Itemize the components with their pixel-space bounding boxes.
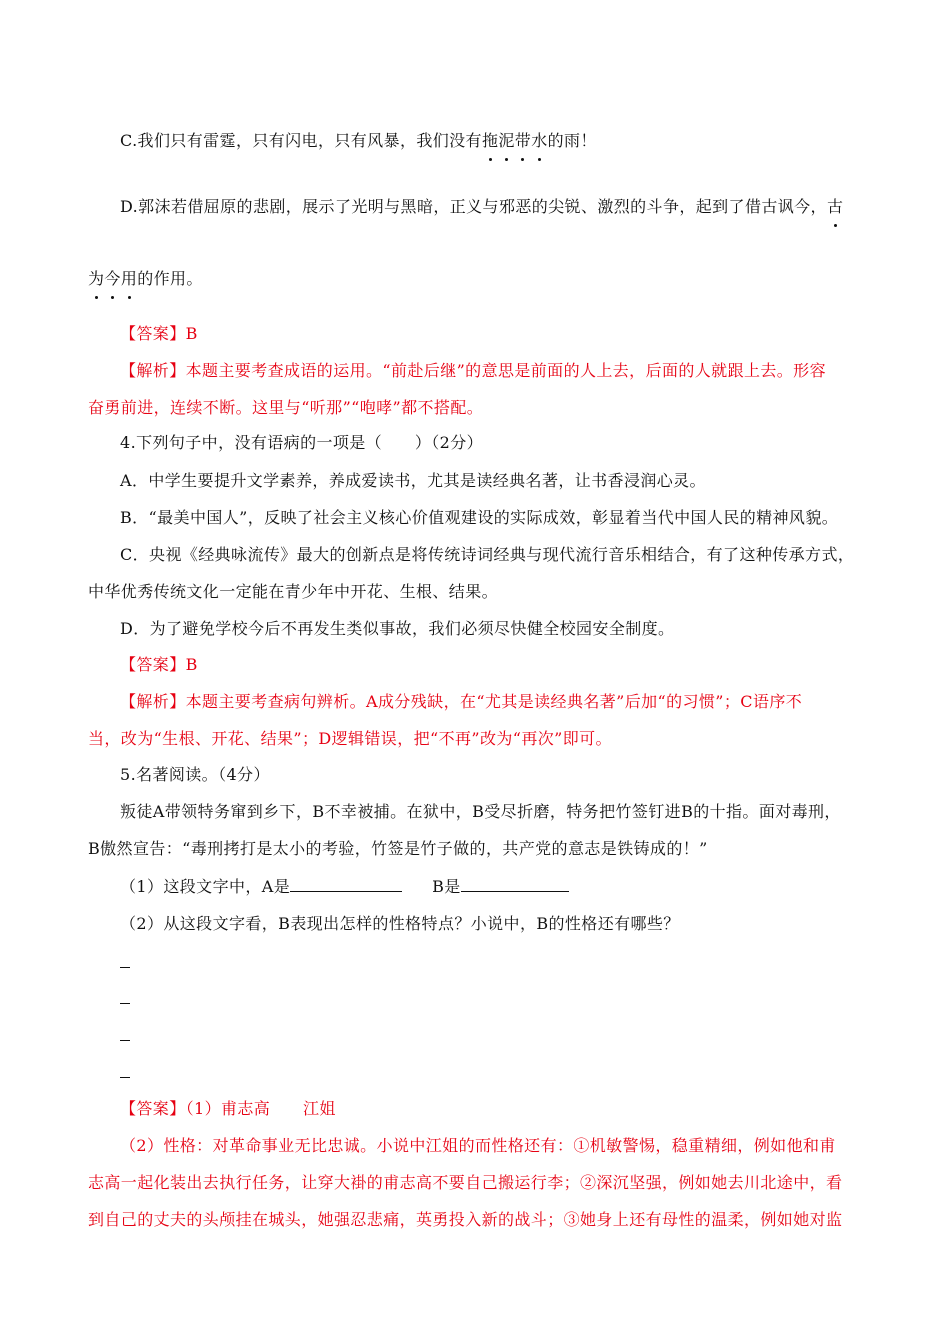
q5-answer-line3: 志高一起化装出去执行任务，让穿大褂的甫志高不要自己搬运行李；②深沉坚强，例如她去川北途中，看	[88, 1173, 843, 1192]
q3-option-c-text: C.我们只有雷霆，只有闪电，只有风暴，我们没有	[120, 131, 482, 150]
q5-answer-line2: （2）性格：对革命事业无比忠诚。小说中江姐的而性格还有：①机敏警惕，稳重精细，例如他和甫	[120, 1136, 836, 1155]
q4-option-d: D．为了避免学校今后不再发生类似事故，我们必须尽快健全校园安全制度。	[120, 619, 675, 638]
answer-line[interactable]	[120, 1003, 130, 1004]
q5-sub1	[120, 875, 569, 898]
analysis-text: 本题主要考查病句辨析。A成分残缺，在“尤其是读经典名著”后加“的习惯”；C语序不	[185, 692, 803, 711]
q3-option-c	[120, 130, 597, 152]
answer-value: B	[185, 655, 198, 674]
emphasis-char: 古	[826, 197, 844, 216]
q4-option-b: B．“最美中国人”，反映了社会主义核心价值观建设的实际成效，彰显着当代中国人民的精神风貌。	[120, 508, 839, 527]
q4-option-a: A．中学生要提升文学素养，养成爱读书，尤其是读经典名著，让书香浸润心灵。	[120, 471, 706, 490]
q3-analysis-line2: 奋勇前进，连续不断。这里与“听那”“咆哮”都不搭配。	[88, 398, 484, 417]
q5-sub2: （2）从这段文字看，B表现出怎样的性格特点？小说中，B的性格还有哪些？	[120, 914, 680, 933]
answer-value: B	[185, 324, 198, 343]
analysis-label: 【解析】	[120, 692, 186, 711]
q3-option-d-line1	[120, 196, 843, 218]
emphasis-char: 今	[104, 269, 121, 288]
answer-blank-a[interactable]	[290, 875, 402, 892]
analysis-text: 本题主要考查成语的运用。“前赴后继”的意思是前面的人上去，后面的人就跟上去。形容	[185, 361, 826, 380]
emphasis-char: 为	[88, 269, 105, 288]
answer-value: （1）甫志高 江姐	[185, 1099, 336, 1118]
emphasis-char: 泥	[498, 131, 515, 150]
q4-analysis-line1	[120, 691, 802, 713]
answer-blank-b[interactable]	[461, 875, 569, 892]
q4-stem: 4.下列句子中，没有语病的一项是（ ）（2分）	[120, 433, 484, 452]
q5-passage-line1: 叛徒A带领特务窜到乡下，B不幸被捕。在狱中，B受尽折磨，特务把竹签钉进B的十指。面对毒刑，	[120, 802, 841, 821]
emphasis-char: 用	[120, 269, 138, 288]
q3-answer	[120, 323, 198, 345]
answer-line[interactable]	[120, 1040, 130, 1041]
q3-analysis-line1	[120, 360, 826, 382]
answer-label: 【答案】	[120, 1099, 186, 1118]
answer-label: 【答案】	[120, 655, 186, 674]
q5-answer-line4: 到自己的丈夫的头颅挂在城头，她强忍悲痛，英勇投入新的战斗；③她身上还有母性的温柔，例如她对监	[88, 1210, 843, 1229]
q5-answer-line1	[120, 1098, 336, 1120]
q5-stem: 5.名著阅读。（4分）	[120, 765, 270, 784]
answer-label: 【答案】	[120, 324, 186, 343]
q4-option-c-line1: C．央视《经典咏流传》最大的创新点是将传统诗词经典与现代流行音乐相结合，有了这种传承方式，	[120, 545, 855, 564]
q4-analysis-line2: 当，改为“生根、开花、结果”；D逻辑错误，把“不再”改为“再次”即可。	[88, 729, 612, 748]
q5-sub1-label-b: B是	[432, 877, 461, 896]
emphasis-char: 水	[531, 131, 548, 150]
q3-option-c-tail: 的雨！	[547, 131, 597, 150]
q3-option-d-text: D.郭沫若借屈原的悲剧，展示了光明与黑暗，正义与邪恶的尖锐、激烈的斗争，起到了借古讽今，	[120, 197, 827, 216]
analysis-label: 【解析】	[120, 361, 186, 380]
emphasis-char: 拖	[481, 131, 499, 150]
answer-line[interactable]	[120, 967, 130, 968]
q5-sub1-label-a: （1）这段文字中，A是	[120, 877, 291, 896]
q3-option-d-tail: 的作用。	[137, 269, 203, 288]
emphasis-char: 带	[514, 131, 532, 150]
answer-line[interactable]	[120, 1077, 130, 1078]
q3-option-d-line2	[88, 268, 203, 290]
q5-passage-line2: B傲然宣告：“毒刑拷打是太小的考验，竹签是竹子做的，共产党的意志是铁铸成的！”	[88, 839, 708, 858]
q4-answer	[120, 654, 198, 676]
q4-option-c-line2: 中华优秀传统文化一定能在青少年中开花、生根、结果。	[88, 582, 499, 601]
